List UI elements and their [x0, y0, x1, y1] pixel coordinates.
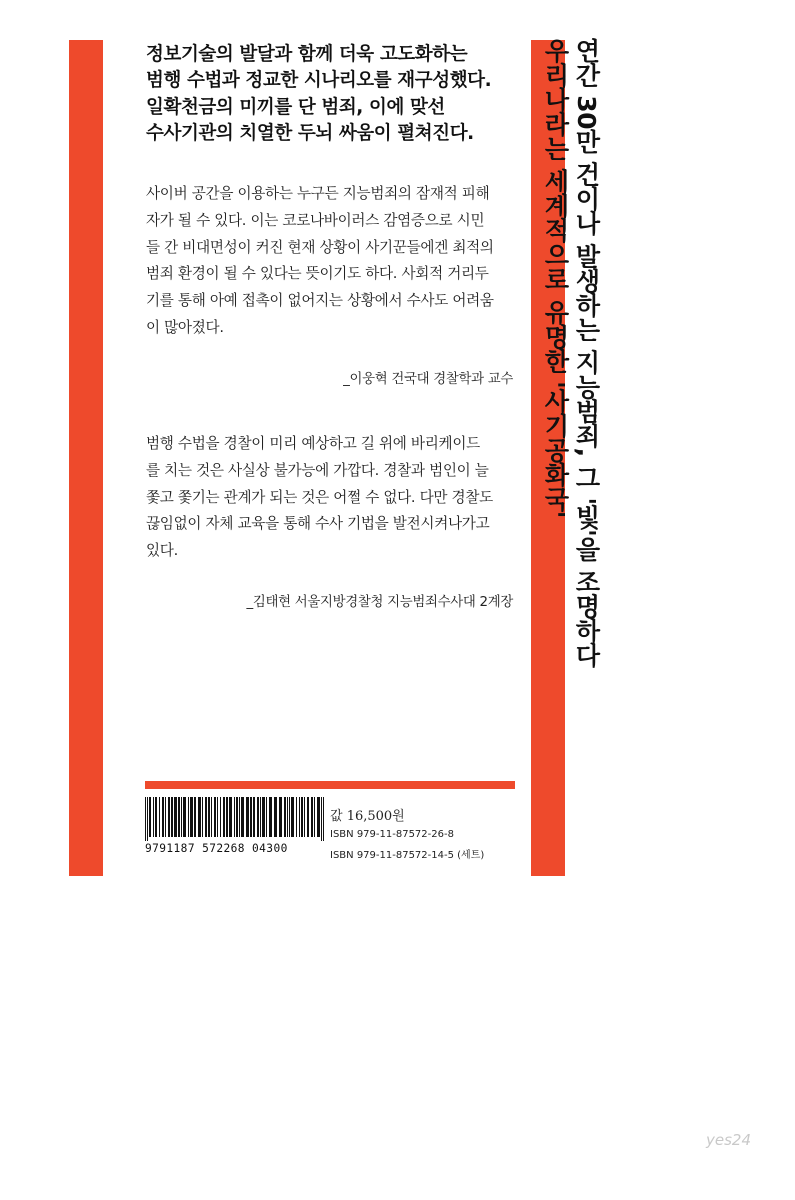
headline-line: 정보기술의 발달과 함께 더욱 고도화하는	[146, 44, 468, 65]
headline-line: 범행 수법과 정교한 시나리오를 재구성했다.	[146, 70, 492, 92]
quote-line: 쫓고 쫓기는 관계가 되는 것은 어쩔 수 없다. 다만 경찰도	[146, 488, 493, 506]
barcode-bar	[246, 797, 249, 837]
quote-line: 끊임없이 자체 교육을 통해 수사 기법을 발전시켜나가고	[146, 515, 490, 533]
barcode-bar	[269, 797, 272, 837]
barcode-bars	[145, 797, 325, 841]
barcode-bar	[284, 797, 286, 837]
barcode-bar	[214, 797, 216, 837]
quote-line: 들 간 비대면성이 커진 현재 상황이 사기꾼들에겐 최적의	[146, 238, 494, 256]
barcode-bar	[266, 797, 267, 837]
barcode-bar	[168, 797, 170, 837]
barcode-bar	[262, 797, 265, 837]
barcode-bar	[253, 797, 255, 837]
quote-attribution-2: _김태현 서울지방경찰청 지능범죄수사대 2계장	[246, 595, 513, 610]
quote-line: 를 치는 것은 사실상 불가능에 가깝다. 경찰과 범인이 늘	[146, 461, 489, 479]
barcode-bar	[236, 797, 238, 837]
barcode-bar	[162, 797, 164, 837]
barcode-bar	[299, 797, 300, 837]
barcode-bar	[208, 797, 210, 837]
quote-paragraph-1	[146, 181, 521, 342]
barcode-bar	[307, 797, 309, 837]
barcode-bar	[226, 797, 228, 837]
barcode-bar	[291, 797, 294, 837]
barcode-bar	[220, 797, 221, 837]
watermark: yes24	[706, 1131, 752, 1149]
quote-attribution-1: _이웅혁 건국대 경찰학과 교수	[343, 372, 513, 387]
barcode-bar	[304, 797, 305, 837]
barcode-guard-bar	[323, 797, 324, 841]
barcode-bar	[311, 797, 313, 837]
barcode-bar	[223, 797, 225, 837]
barcode-bar	[260, 797, 261, 837]
vertical-title-line-2: 우리나라는 세계적으로 유명한 '사기공화국'	[541, 38, 570, 518]
headline-line: 수사기관의 치열한 두뇌 싸움이 펼쳐진다.	[146, 122, 474, 144]
barcode-bar	[188, 797, 189, 837]
vertical-title-line-1: 연간 30만 건이나 발생하는 지능범죄, 그 '빛'을 조명하다	[572, 38, 601, 668]
barcode-bar	[153, 797, 154, 837]
barcode-bar	[296, 797, 297, 837]
quote-line: 사이버 공간을 이용하는 누구든 지능범죄의 잠재적 피해	[146, 185, 490, 202]
barcode-bar	[241, 797, 244, 837]
quote-line: 범죄 환경이 될 수 있다는 뜻이기도 하다. 사회적 거리두	[146, 265, 489, 283]
barcode-bar	[202, 797, 203, 837]
barcode-bar	[205, 797, 207, 837]
barcode-bar	[211, 797, 212, 837]
isbn-line-2: ISBN 979-11-87572-14-5 (세트)	[330, 850, 485, 861]
price-label: 값 16,500원	[330, 809, 405, 824]
barcode-bar	[171, 797, 173, 837]
barcode-guard-bar	[321, 797, 322, 841]
barcode-bar	[198, 797, 201, 837]
quote-line: 이 많아졌다.	[146, 318, 224, 336]
barcode-bar	[159, 797, 160, 837]
quote-line: 있다.	[146, 542, 178, 560]
barcode-bar	[314, 797, 315, 837]
barcode-guard-bar	[145, 797, 146, 841]
barcode-bar	[190, 797, 193, 837]
barcode-bar	[174, 797, 177, 837]
quote-line: 기를 통해 아예 접촉이 없어지는 상황에서 수사도 어려움	[146, 292, 494, 310]
barcode-bar	[217, 797, 218, 837]
divider-rule	[145, 781, 515, 789]
barcode-bar	[149, 797, 151, 837]
quote-paragraph-2	[146, 431, 521, 565]
barcode-bar	[287, 797, 288, 837]
barcode-bar	[181, 797, 182, 837]
barcode	[145, 797, 325, 859]
barcode-bar	[301, 797, 303, 837]
barcode-bar	[155, 797, 157, 837]
barcode-bar	[178, 797, 180, 837]
barcode-bar	[250, 797, 252, 837]
left-accent-bar	[69, 40, 103, 876]
headline-line: 일확천금의 미끼를 단 범죄, 이에 맞선	[146, 96, 445, 118]
barcode-bar	[229, 797, 232, 837]
quote-line: 범행 수법을 경찰이 미리 예상하고 길 위에 바리케이드	[146, 435, 480, 452]
barcode-bar	[274, 797, 277, 837]
barcode-bar	[165, 797, 166, 837]
barcode-guard-bar	[147, 797, 148, 841]
isbn-line-1: ISBN 979-11-87572-26-8	[330, 829, 454, 840]
barcode-bar	[257, 797, 259, 837]
barcode-bar	[183, 797, 186, 837]
barcode-digits: 9791187 572268 04300	[145, 842, 288, 855]
headline	[146, 42, 526, 147]
barcode-bar	[317, 797, 320, 837]
barcode-bar	[194, 797, 196, 837]
barcode-bar	[239, 797, 240, 837]
quote-line: 자가 될 수 있다. 이는 코로나바이러스 감염증으로 시민	[146, 211, 485, 229]
barcode-bar	[234, 797, 235, 837]
barcode-bar	[289, 797, 290, 837]
barcode-bar	[279, 797, 282, 837]
